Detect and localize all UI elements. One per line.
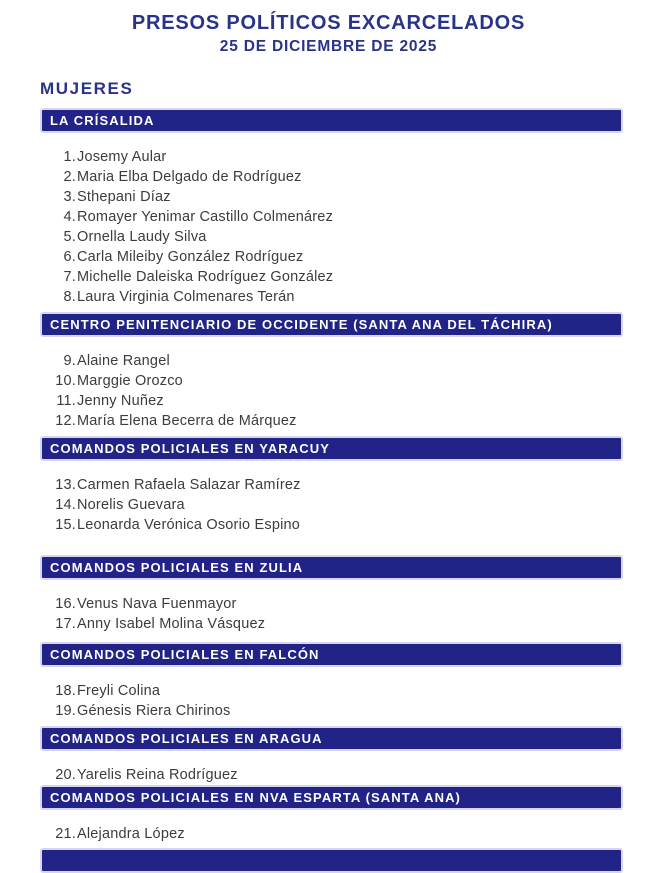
- item-number: 2.: [63, 169, 76, 185]
- section-bar: [40, 108, 623, 133]
- item-number: 4.: [63, 209, 76, 225]
- section-bar-label: COMANDOS POLICIALES EN YARACUY: [50, 441, 331, 456]
- section: [40, 555, 623, 634]
- item-number: 7.: [63, 269, 76, 285]
- item-number: 6.: [63, 249, 76, 265]
- item-name: Marggie Orozco: [77, 373, 183, 389]
- item-number: 18.: [55, 683, 76, 699]
- item-number: 11.: [56, 393, 76, 409]
- item-name: Jenny Nuñez: [77, 393, 164, 409]
- item-name: Venus Nava Fuenmayor: [77, 596, 237, 612]
- item-number: 17.: [55, 616, 76, 632]
- item-name: Norelis Guevara: [77, 497, 185, 513]
- item-name: Ornella Laudy Silva: [77, 229, 207, 245]
- item-name: Michelle Daleiska Rodríguez González: [77, 269, 334, 285]
- section-bar: [40, 436, 623, 461]
- item-name: Laura Virginia Colmenares Terán: [77, 289, 295, 305]
- list-item: [40, 167, 623, 187]
- item-number: 9.: [63, 353, 76, 369]
- list-item: [40, 701, 623, 721]
- section-list: [40, 461, 623, 535]
- item-name: Génesis Riera Chirinos: [77, 703, 231, 719]
- page-title: PRESOS POLÍTICOS EXCARCELADOS: [131, 12, 526, 34]
- list-item: [40, 267, 623, 287]
- section-bar-label: COMANDOS POLICIALES EN NVA ESPARTA (SANTA ANA): [50, 790, 461, 805]
- item-name: Alaine Rangel: [77, 353, 170, 369]
- item-name: Josemy Aular: [77, 149, 167, 165]
- item-name: María Elena Becerra de Márquez: [77, 413, 297, 429]
- list-item: [40, 824, 623, 844]
- item-name: Yarelis Reina Rodríguez: [77, 767, 238, 783]
- list-item: [40, 681, 623, 701]
- section-bar: [40, 785, 623, 810]
- item-number: 12.: [55, 413, 76, 429]
- item-number: 1.: [63, 149, 76, 165]
- list-item: [40, 287, 623, 307]
- item-number: 19.: [55, 703, 76, 719]
- section-list: [40, 751, 623, 785]
- section-list: [40, 337, 623, 431]
- document-header: [0, 0, 657, 57]
- section-list: [40, 810, 623, 844]
- item-name: Romayer Yenimar Castillo Colmenárez: [77, 209, 334, 225]
- section-bar-label: LA CRÍSALIDA: [50, 113, 155, 128]
- section-bar-label: COMANDOS POLICIALES EN FALCÓN: [50, 647, 320, 662]
- section: [40, 312, 623, 431]
- sections-container: [40, 108, 623, 873]
- list-item: [40, 515, 623, 535]
- item-number: 21.: [55, 826, 76, 842]
- item-name: Carla Mileiby González Rodríguez: [77, 249, 304, 265]
- section-bar-label: COMANDOS POLICIALES EN ARAGUA: [50, 731, 323, 746]
- section: [40, 726, 623, 785]
- list-item: [40, 371, 623, 391]
- section: [40, 108, 623, 307]
- item-name: Alejandra López: [77, 826, 185, 842]
- list-item: [40, 147, 623, 167]
- item-number: 8.: [63, 289, 76, 305]
- item-name: Leonarda Verónica Osorio Espino: [77, 517, 301, 533]
- list-item: [40, 614, 623, 634]
- list-item: [40, 207, 623, 227]
- section-bar-label: COMANDOS POLICIALES EN ZULIA: [50, 560, 304, 575]
- item-name: Carmen Rafaela Salazar Ramírez: [77, 477, 301, 493]
- section-bar: [40, 642, 623, 667]
- list-item: [40, 594, 623, 614]
- item-name: Anny Isabel Molina Vásquez: [77, 616, 266, 632]
- section: [40, 642, 623, 721]
- item-number: 16.: [55, 596, 76, 612]
- item-name: Sthepani Díaz: [77, 189, 171, 205]
- item-number: 3.: [63, 189, 76, 205]
- section-list: [40, 667, 623, 721]
- item-number: 20.: [55, 767, 76, 783]
- group-heading: MUJERES: [40, 79, 134, 98]
- list-item: [40, 351, 623, 371]
- item-number: 15.: [55, 517, 76, 533]
- partial-bottom-bar: [40, 848, 623, 873]
- item-number: 5.: [63, 229, 76, 245]
- list-item: [40, 391, 623, 411]
- section-bar: [40, 726, 623, 751]
- item-number: 13.: [55, 477, 76, 493]
- section-bar-label: CENTRO PENITENCIARIO DE OCCIDENTE (SANTA ANA DEL TÁCHIRA): [50, 317, 553, 332]
- list-item: [40, 247, 623, 267]
- item-number: 14.: [55, 497, 76, 513]
- section-list: [40, 580, 623, 634]
- section-bar: [40, 312, 623, 337]
- section: [40, 785, 623, 844]
- list-item: [40, 495, 623, 515]
- item-number: 10.: [55, 373, 76, 389]
- list-item: [40, 187, 623, 207]
- item-name: Maria Elba Delgado de Rodríguez: [77, 169, 302, 185]
- page-subtitle: 25 DE DICIEMBRE DE 2025: [219, 38, 438, 55]
- list-item: [40, 475, 623, 495]
- list-item: [40, 227, 623, 247]
- section: [40, 436, 623, 535]
- section-list: [40, 133, 623, 307]
- item-name: Freyli Colina: [77, 683, 161, 699]
- list-item: [40, 765, 623, 785]
- list-item: [40, 411, 623, 431]
- section-bar: [40, 555, 623, 580]
